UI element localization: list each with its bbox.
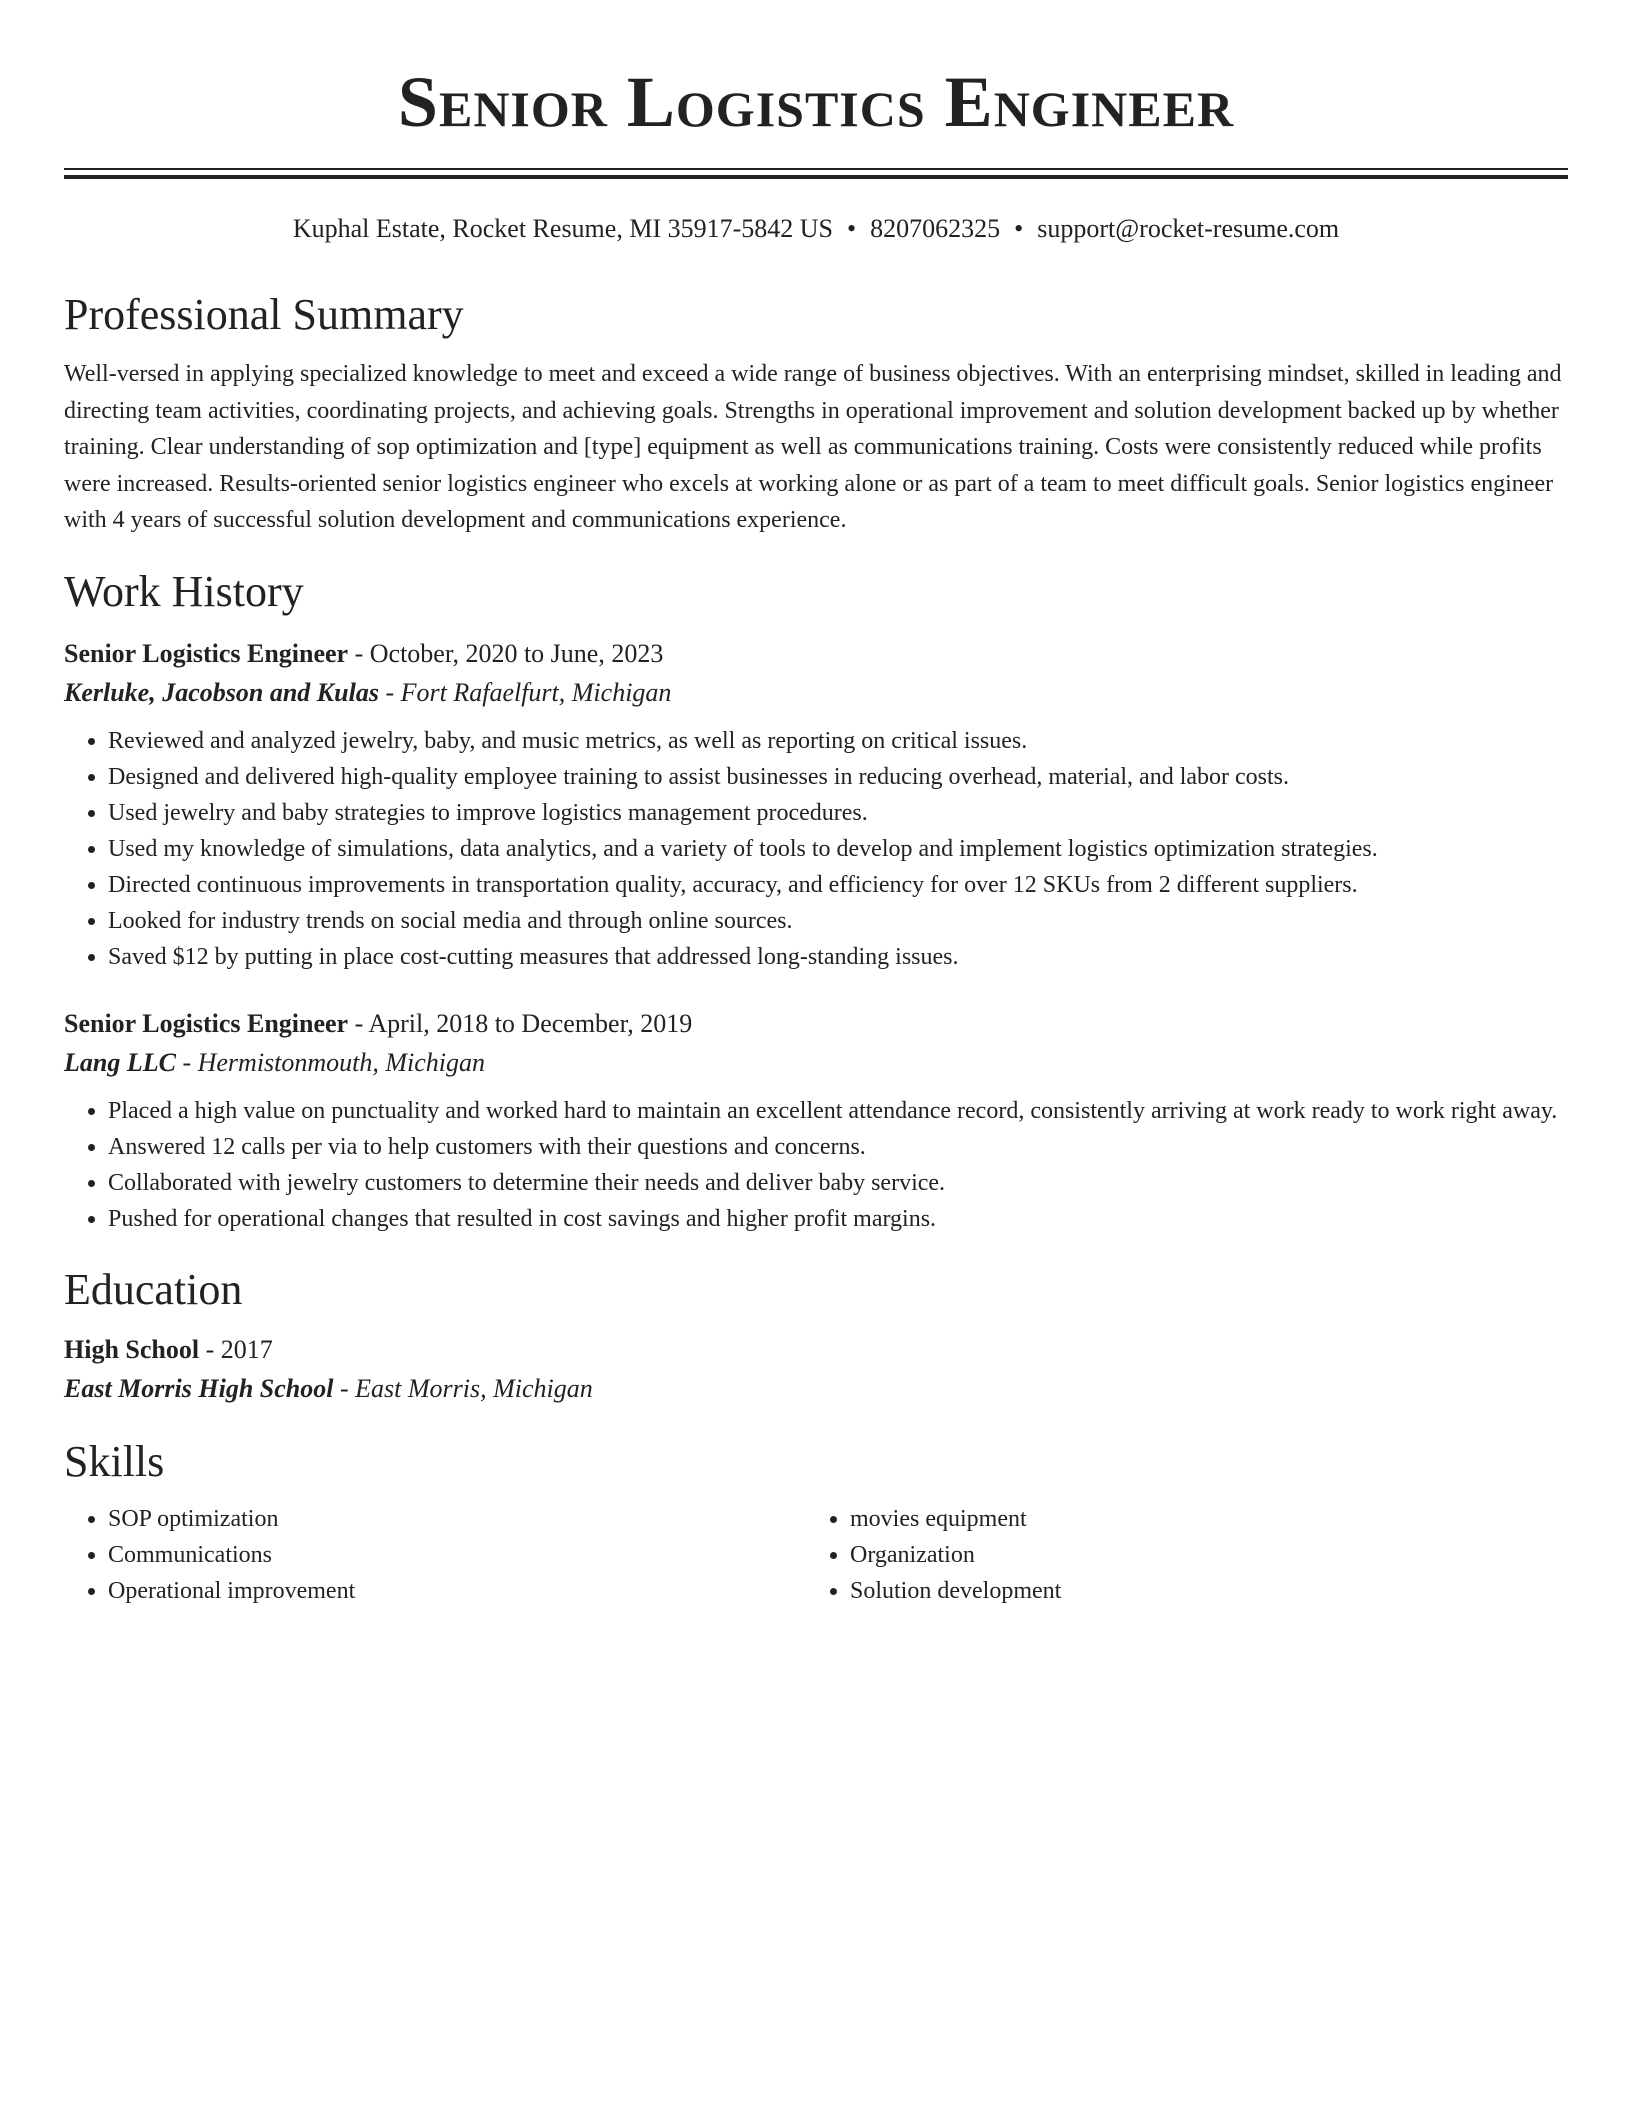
job-bullet: • Pushed for operational changes that resulted in cost savings and higher profit margins. bbox=[108, 1201, 1568, 1237]
education-entry bbox=[64, 1331, 1568, 1409]
education-header bbox=[64, 1331, 1568, 1369]
skills-column-right bbox=[806, 1501, 1548, 1609]
job-dates: - April, 2018 to December, 2019 bbox=[348, 1008, 693, 1038]
job-bullet: • Looked for industry trends on social media and through online sources. bbox=[108, 903, 1568, 939]
education-degree: High School bbox=[64, 1334, 200, 1364]
skills-grid bbox=[64, 1501, 1568, 1609]
job-bullet: • Directed continuous improvements in transportation quality, accuracy, and efficiency for over 12 SKUs from 2 different suppliers. bbox=[108, 867, 1568, 903]
job-header bbox=[64, 1005, 1568, 1043]
skills-column-left bbox=[64, 1501, 806, 1609]
contact-email: support@rocket-resume.com bbox=[1037, 214, 1340, 243]
job-company: Lang LLC bbox=[64, 1047, 176, 1077]
job-header bbox=[64, 635, 1568, 673]
skill-item: • movies equipment bbox=[850, 1501, 1548, 1537]
resume-title: Senior Logistics Engineer bbox=[397, 62, 1235, 142]
title-double-rule bbox=[64, 168, 1568, 180]
contact-phone: 8207062325 bbox=[870, 214, 1001, 243]
education-heading: Education bbox=[64, 1264, 243, 1314]
contact-separator: • bbox=[847, 214, 857, 243]
education-school-line bbox=[64, 1369, 1568, 1409]
skill-item: • Operational improvement bbox=[108, 1573, 806, 1609]
summary-heading: Professional Summary bbox=[64, 290, 464, 339]
education-school: East Morris High School bbox=[64, 1373, 334, 1403]
skill-item: • Organization bbox=[850, 1537, 1548, 1573]
skill-item: • SOP optimization bbox=[108, 1501, 806, 1537]
job-location: - Hermistonmouth, Michigan bbox=[175, 1047, 486, 1077]
job-title: Senior Logistics Engineer bbox=[64, 1008, 349, 1038]
job-company-line bbox=[64, 673, 1568, 713]
education-location: - East Morris, Michigan bbox=[333, 1373, 593, 1403]
education-year: - 2017 bbox=[199, 1334, 273, 1364]
job-bullet: • Designed and delivered high-quality employee training to assist businesses in reducing overhead, material, and labor costs. bbox=[108, 759, 1568, 795]
summary-text: Well-versed in applying specialized knowledge to meet and exceed a wide range of business objectives. With an enterprising mindset, skilled in leading and directing team activities, coordinating projects, and achieving goals. Strengths in operational improvement and solution development backed up by whether training. Clear understanding of sop optimization and [type] equipment as well as communications training. Costs were consistently reduced while profits were increased. Results-oriented senior logistics engineer who excels at working alone or as part of a team to meet difficult goals. Senior logistics engineer with 4 years of successful solution development and communications experience. bbox=[64, 361, 1562, 533]
job-entry bbox=[64, 635, 1568, 975]
job-company-line bbox=[64, 1043, 1568, 1083]
job-bullet: • Used jewelry and baby strategies to improve logistics management procedures. bbox=[108, 795, 1568, 831]
job-bullets bbox=[64, 723, 1568, 975]
job-bullet: • Reviewed and analyzed jewelry, baby, and music metrics, as well as reporting on critical issues. bbox=[108, 723, 1568, 759]
job-bullet: • Placed a high value on punctuality and worked hard to maintain an excellent attendance record, consistently arriving at work ready to work right away. bbox=[108, 1093, 1568, 1129]
job-title: Senior Logistics Engineer bbox=[64, 638, 349, 668]
job-entry bbox=[64, 1005, 1568, 1237]
contact-address: Kuphal Estate, Rocket Resume, MI 35917-5842 US bbox=[292, 214, 833, 243]
job-company: Kerluke, Jacobson and Kulas bbox=[64, 677, 379, 707]
contact-separator: • bbox=[1014, 214, 1024, 243]
skills-heading: Skills bbox=[64, 1436, 165, 1486]
job-bullets bbox=[64, 1093, 1568, 1237]
job-location: - Fort Rafaelfurt, Michigan bbox=[378, 677, 672, 707]
skill-item: • Communications bbox=[108, 1537, 806, 1573]
job-dates: - October, 2020 to June, 2023 bbox=[348, 638, 664, 668]
contact-line bbox=[64, 212, 1568, 246]
job-bullet: • Used my knowledge of simulations, data analytics, and a variety of tools to develop and implement logistics optimization strategies. bbox=[108, 831, 1568, 867]
work-history-heading: Work History bbox=[64, 566, 304, 616]
job-bullet: • Answered 12 calls per via to help customers with their questions and concerns. bbox=[108, 1129, 1568, 1165]
skill-item: • Solution development bbox=[850, 1573, 1548, 1609]
job-bullet: • Saved $12 by putting in place cost-cutting measures that addressed long-standing issues. bbox=[108, 939, 1568, 975]
job-bullet: • Collaborated with jewelry customers to determine their needs and deliver baby service. bbox=[108, 1165, 1568, 1201]
